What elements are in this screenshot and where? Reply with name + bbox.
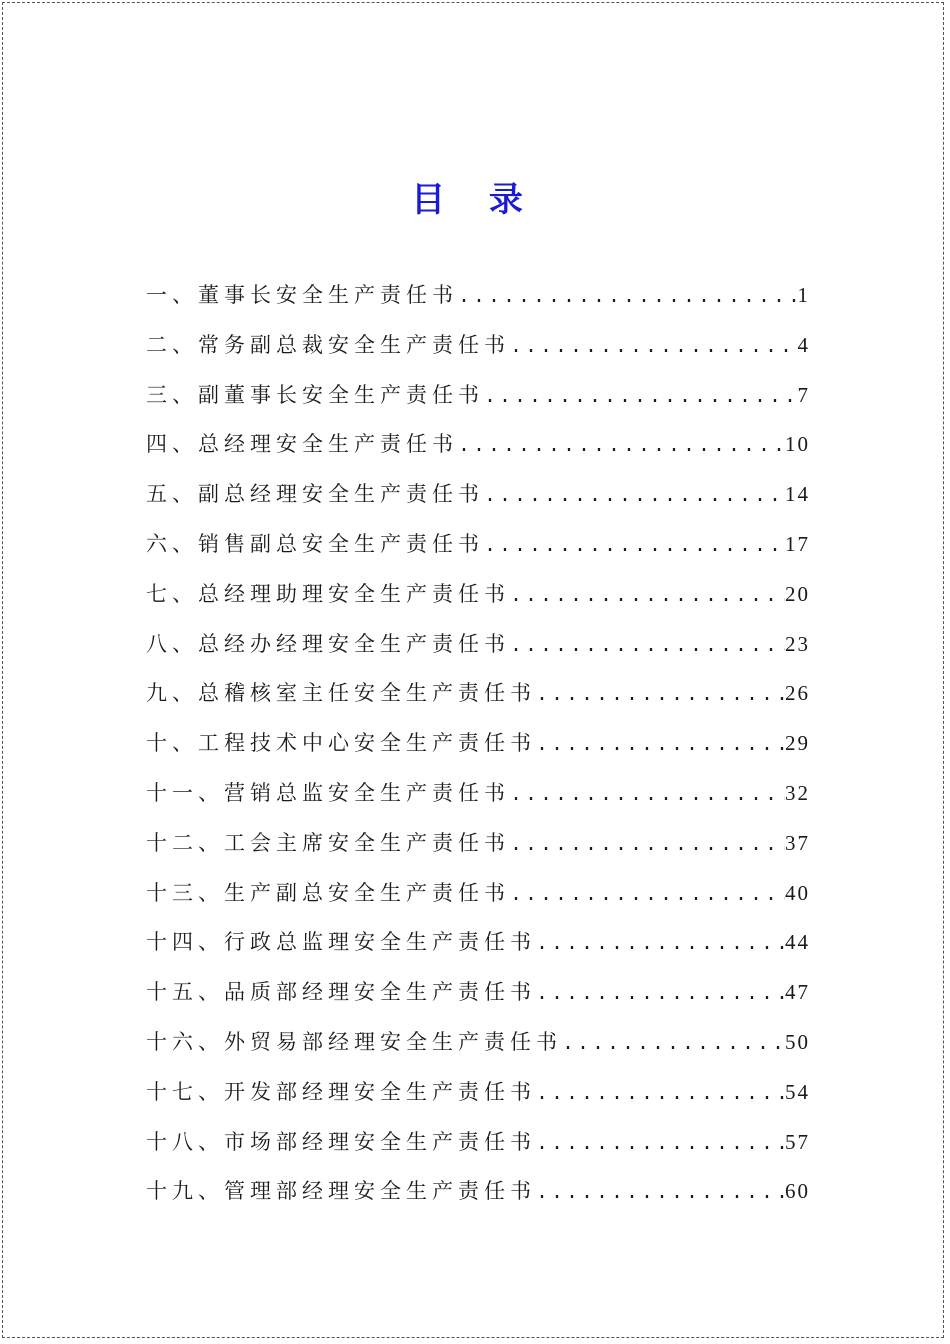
toc-entry[interactable]: [146, 320, 808, 370]
toc-entry-page: 57: [785, 1129, 810, 1154]
toc-entry[interactable]: [146, 270, 808, 320]
toc-entry-page: 50: [785, 1029, 810, 1054]
toc-dot-leader: [458, 422, 785, 472]
toc-entry-page: 26: [785, 681, 810, 706]
toc-entry-label: 十三、生产副总安全生产责任书: [146, 880, 510, 905]
toc-dot-leader: [510, 622, 785, 672]
toc-entry-label: 十、工程技术中心安全生产责任书: [146, 731, 536, 756]
toc-entry[interactable]: [146, 469, 808, 519]
toc-entry[interactable]: [146, 1067, 808, 1117]
toc-dot-leader: [536, 1169, 785, 1219]
toc-dot-leader: [458, 273, 798, 323]
toc-entry[interactable]: [146, 1166, 808, 1216]
toc-entry-page: 10: [785, 432, 810, 457]
toc-entry[interactable]: [146, 917, 808, 967]
toc-dot-leader: [510, 771, 785, 821]
toc-entry-label: 十六、外贸易部经理安全生产责任书: [146, 1029, 562, 1054]
toc-entry[interactable]: [146, 519, 808, 569]
toc-entry-page: 7: [797, 382, 810, 407]
toc-entry-page: 1: [797, 283, 810, 307]
toc-entry-label: 九、总稽核室主任安全生产责任书: [146, 681, 536, 706]
toc-dot-leader: [536, 920, 785, 970]
toc-entry-page: 37: [785, 830, 810, 855]
toc-entry-label: 四、总经理安全生产责任书: [146, 432, 458, 457]
toc-entry-page: 60: [785, 1179, 810, 1204]
toc-dot-leader: [536, 671, 785, 721]
toc-entry-page: 14: [785, 482, 810, 507]
toc-entry[interactable]: [146, 668, 808, 718]
toc-entry-label: 二、常务副总裁安全生产责任书: [146, 332, 510, 357]
toc-entry-page: 17: [785, 531, 810, 556]
toc-entry-page: 20: [785, 581, 810, 606]
toc-entry[interactable]: [146, 718, 808, 768]
toc-entry[interactable]: [146, 967, 808, 1017]
toc-entry-label: 七、总经理助理安全生产责任书: [146, 581, 510, 606]
toc-entry-label: 六、销售副总安全生产责任书: [146, 531, 484, 556]
toc-entry-label: 一、董事长安全生产责任书: [146, 283, 458, 307]
toc-dot-leader: [562, 1020, 785, 1070]
toc-dot-leader: [510, 323, 798, 373]
toc-entry-label: 十四、行政总监理安全生产责任书: [146, 930, 536, 955]
toc-entry-page: 32: [785, 780, 810, 805]
toc-entry-label: 十一、营销总监安全生产责任书: [146, 780, 510, 805]
toc-entry-page: 4: [797, 332, 810, 357]
toc-entry-label: 八、总经办经理安全生产责任书: [146, 631, 510, 656]
toc-entry[interactable]: [146, 1017, 808, 1067]
toc-dot-leader: [484, 472, 785, 522]
toc-dot-leader: [536, 970, 785, 1020]
toc-entry-label: 十九、管理部经理安全生产责任书: [146, 1179, 536, 1204]
toc-dot-leader: [536, 1070, 785, 1120]
toc-entry[interactable]: [146, 1117, 808, 1167]
toc-entry[interactable]: [146, 619, 808, 669]
toc-dot-leader: [510, 821, 785, 871]
toc-dot-leader: [536, 721, 785, 771]
toc-entry-page: 23: [785, 631, 810, 656]
toc-entry[interactable]: [146, 768, 808, 818]
toc-dot-leader: [510, 871, 785, 921]
toc-dot-leader: [484, 522, 785, 572]
toc-entry[interactable]: [146, 370, 808, 420]
toc-entry-page: 47: [785, 980, 810, 1005]
toc-list: [146, 270, 808, 1216]
toc-entry[interactable]: [146, 868, 808, 918]
toc-dot-leader: [510, 572, 785, 622]
toc-entry-label: 十七、开发部经理安全生产责任书: [146, 1079, 536, 1104]
page-title: 目 录: [411, 179, 539, 220]
toc-entry-label: 五、副总经理安全生产责任书: [146, 482, 484, 507]
toc-entry-page: 54: [785, 1079, 810, 1104]
toc-entry-label: 三、副董事长安全生产责任书: [146, 382, 484, 407]
toc-entry-label: 十八、市场部经理安全生产责任书: [146, 1129, 536, 1154]
toc-entry-label: 十五、品质部经理安全生产责任书: [146, 980, 536, 1005]
toc-dot-leader: [536, 1120, 785, 1170]
toc-entry[interactable]: [146, 419, 808, 469]
toc-entry[interactable]: [146, 818, 808, 868]
toc-entry-label: 十二、工会主席安全生产责任书: [146, 830, 510, 855]
toc-dot-leader: [484, 373, 798, 423]
toc-entry-page: 44: [785, 930, 810, 955]
toc-entry-page: 29: [785, 731, 810, 756]
toc-entry-page: 40: [785, 880, 810, 905]
toc-entry[interactable]: [146, 569, 808, 619]
